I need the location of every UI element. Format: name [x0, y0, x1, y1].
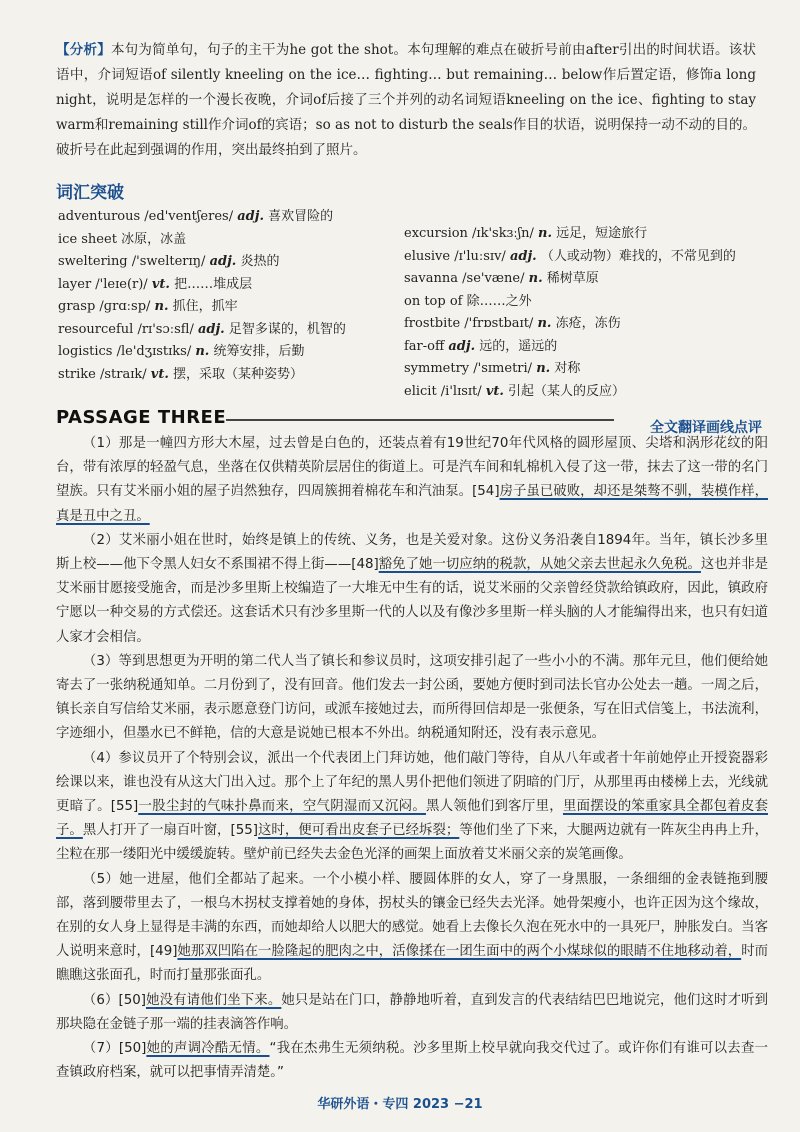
vocab-pos: adj.: [448, 338, 476, 354]
vocab-pos: n.: [536, 361, 551, 376]
vocab-word: far-off: [404, 338, 445, 354]
vocab-item: [404, 223, 764, 246]
vocab-word: elusive /ɪ'luːsɪv/: [404, 248, 506, 264]
passage-paragraph: [56, 529, 768, 650]
vocab-word: strike /straɪk/: [58, 366, 147, 382]
passage-paragraph: [56, 747, 768, 868]
passage-right-label: 全文翻译画线点评: [650, 420, 762, 436]
vocab-meaning: 稀树草原: [546, 271, 599, 286]
passage-paragraph: [56, 650, 768, 747]
paragraph-text: 时而瞧瞧这张面孔，时而打量那张面孔。: [56, 944, 769, 984]
vocab-meaning: 足智多谋的，机智的: [228, 321, 346, 337]
vocab-meaning: 冻疮，冻伤: [555, 316, 621, 331]
passage-divider: [226, 419, 614, 421]
paragraph-text: 黑人打开了一扇百叶窗，[55]: [82, 823, 258, 839]
page-footer: 华研外语・专四 2023 −21: [317, 1097, 483, 1112]
vocab-word: excursion /ɪk'skɜːʃn/: [404, 226, 534, 241]
vocab-item: [404, 246, 764, 269]
paragraph-text: 她只是站在门口，静静地听着，直到发言的代表结结巴巴地说完，他们这时才听到那块隐在金链子那一端的挂表滴答作响。: [56, 992, 769, 1032]
vocab-word: ice sheet: [58, 231, 117, 247]
passage-body: [56, 432, 768, 1085]
vocab-item: [404, 358, 764, 381]
vocab-pos: adj.: [197, 321, 225, 337]
vocab-pos: adj.: [237, 209, 264, 224]
vocab-pos: vt.: [151, 276, 170, 292]
analysis-tag: 【分析】: [56, 42, 111, 58]
vocab-word: on top of: [404, 293, 463, 309]
vocab-item: [404, 313, 764, 336]
vocab-word: symmetry /'sɪmetri/: [404, 361, 533, 376]
paragraph-text: 等他们坐了下来，大腿两边就有一阵灰尘冉冉上升，尘粒在那一缕阳光中缓缓旋转。壁炉前已经失去金色光泽的画架上面放着艾米丽父亲的炭笔画像。: [56, 823, 768, 863]
vocab-item: [404, 268, 764, 291]
passage-paragraph: [56, 989, 768, 1037]
underlined-sentence: 她那双凹陷在一脸隆起的肥肉之中，活像揉在一团生面中的两个小煤球似的眼睛不住地移动着，: [177, 944, 742, 960]
vocab-meaning: 远的，遥远的: [479, 338, 558, 354]
vocab-pos: n.: [195, 344, 210, 359]
vocab-item: [404, 381, 764, 404]
vocab-word: layer /'leɪe(r)/: [58, 276, 148, 292]
vocab-list-left: [58, 206, 398, 386]
paragraph-text: （1）那是一幢四方形大木屋，过去曾是白色的，还装点着有19世纪70年代风格的圆形屋顶、尖塔和涡形花纹的阳台，带有浓厚的轻盈气息，坐落在仅供精英阶层居住的街道上。可是汽车间和轧棉机入侵了这一带，抹去了这一带的名门望族。只有艾米丽小姐的屋子岿然独存，四周簇拥着棉花车和汽油泵。[54]: [56, 436, 768, 500]
passage-paragraph: [56, 1037, 768, 1085]
vocab-meaning: 把……堆成层: [174, 276, 253, 292]
paragraph-text: （3）等到思想更为开明的第二代人当了镇长和参议员时，这项安排引起了一些小小的不满。那年元旦，他们便给她寄去了一张纳税通知单。二月份到了，没有回音。他们发去一封公函，要她方便时到司法长官办公处去一趟。一周之后，镇长亲自写信给艾米丽，表示愿意登门访问，或派车接她过去，而所得回信却是一张便条，写在旧式信笺上，书法流利，字迹细小，但墨水已不鲜艳，信的大意是说她已根本不外出。纳税通知附还，没有表示意见。: [56, 653, 768, 742]
underlined-sentence: 她的声调冷酷无情。: [146, 1041, 270, 1057]
vocab-meaning: 引起（某人的反应）: [508, 383, 626, 399]
paragraph-text: 黑人领他们到客厅里，: [426, 799, 563, 815]
vocab-word: elicit /i'lɪsɪt/: [404, 383, 482, 399]
vocab-pos: adj.: [209, 254, 237, 269]
passage-title: PASSAGE THREE: [56, 407, 227, 428]
paragraph-text: （2）艾米丽小姐在世时，始终是镇上的传统、义务，也是关爱对象。这份义务沿袭自1894年。当年，镇长沙多里斯上校——他下令黑人妇女不系围裙不得上街——[48]: [56, 532, 768, 573]
underlined-sentence: 豁免了她一切应纳的税款，从她父亲去世起永久免税。: [378, 557, 701, 573]
vocab-pos: n.: [538, 226, 552, 241]
paragraph-text: （5）她一进屋，他们全都站了起来。一个小模小样、腰圆体胖的女人，穿了一身黑服，一条细细的金表链拖到腰部，落到腰带里去了，一根乌木拐杖支撑着她的身体，拐杖头的镶金已经失去光泽。她骨架瘦小，也许正因为这个缘故，在别的女人身上显得是丰满的东西，而她却给人以肥大的感觉。她看上去像长久泡在死水中的一具死尸，肿胀发白。当客人说明来意时，[49]: [56, 871, 768, 960]
analysis-text: 本句为简单句，句子的主干为he got the shot。本句理解的难点在破折号前由after引出的时间状语。该状语中，介词短语of silently kneeling on the ice… fighting… but remaining… below作后置定语，修饰a long night，说明是怎样的一个漫长夜晚，介词of后接了三个并列的动名词短语kneeling on the ice、fighting to stay warm和remaining still作介词of的宾语；so as not to disturb the seals作目的状语，说明保持一动不动的目的。破折号在此起到强调的作用，突出最终拍到了照片。: [56, 42, 756, 158]
vocab-item: [404, 336, 764, 359]
vocab-meaning: 远足，短途旅行: [556, 226, 648, 241]
paragraph-text: “我在杰弗生无须纳税。沙多里斯上校早就向我交代过了。或许你们有谁可以去查一查镇政府档案，就可以把事情弄清楚。”: [56, 1041, 768, 1081]
vocab-meaning: 喜欢冒险的: [268, 209, 334, 224]
vocab-meaning: 除……之外: [466, 293, 532, 309]
underlined-sentence: 这时，便可看出皮套子已经坼裂；: [257, 823, 460, 839]
vocab-item: [404, 291, 764, 314]
vocab-meaning: 统筹安排，后勤: [213, 344, 305, 359]
paragraph-text: （7）[50]: [82, 1041, 147, 1057]
vocab-title: 词汇突破: [56, 183, 124, 203]
underlined-sentence: 一股尘封的气味扑鼻而来，空气阴湿而又沉闷。: [138, 799, 427, 815]
underlined-sentence: 房子虽已破败，却还是桀骜不驯，装模作样，真是丑中之丑。: [56, 484, 768, 524]
vocab-word: resourceful /rɪ'sɔːsfl/: [58, 321, 194, 337]
underlined-sentence: 里面摆设的笨重家具全都包着皮套子。: [56, 799, 769, 839]
vocab-pos: vt.: [150, 366, 169, 382]
vocab-word: sweltering /'swelterɪŋ/: [58, 254, 206, 269]
vocab-word: frostbite /'frɒstbaɪt/: [404, 316, 534, 331]
vocab-meaning: 抓住，抓牢: [172, 299, 238, 314]
paragraph-text: 这也并非是艾米丽甘愿接受施舍，而是沙多里斯上校编造了一大堆无中生有的话，说艾米丽的父亲曾经贷款给镇政府，因此，镇政府宁愿以一种交易的方式偿还。这套话术只有沙多里斯一代的人以及有像沙多里斯一样头脑的人才能编得出来，也只有妇道人家才会相信。: [56, 557, 769, 645]
vocab-word: grasp /ɡrɑːsp/: [58, 299, 151, 314]
vocab-item: [58, 274, 398, 297]
passage-header: [56, 405, 762, 435]
underlined-sentence: 她没有请他们坐下来。: [145, 992, 282, 1008]
vocab-meaning: （人或动物）难找的，不常见到的: [540, 248, 736, 264]
vocab-word: adventurous /ed'ventʃeres/: [58, 209, 234, 224]
vocab-list-right: [404, 223, 764, 403]
vocab-meaning: 炎热的: [240, 254, 280, 269]
paragraph-text: （4）参议员开了个特别会议，派出一个代表团上门拜访她，他们敲门等待，自从八年或者十年前她停止开授瓷器彩绘课以来，谁也没有从这大门出入过。那个上了年纪的黑人男仆把他们领进了阴暗的门厅，从那里再由楼梯上去，光线就更暗了。[55]: [56, 750, 768, 815]
vocab-pos: n.: [528, 271, 543, 286]
vocab-item: [58, 296, 398, 319]
vocab-meaning: 摆，采取（某种姿势）: [173, 366, 304, 382]
vocab-item: [58, 319, 398, 342]
vocab-pos: n.: [154, 299, 169, 314]
vocab-word: savanna /se'væne/: [404, 271, 525, 286]
passage-paragraph: [56, 432, 768, 529]
vocab-meaning: 冰原，冰盖: [121, 231, 187, 247]
vocab-word: logistics /le'dʒɪstɪks/: [58, 344, 192, 359]
passage-paragraph: [56, 868, 768, 989]
analysis-block: [56, 38, 756, 163]
vocab-meaning: 对称: [554, 361, 581, 376]
vocab-pos: n.: [537, 316, 552, 331]
vocab-pos: vt.: [485, 383, 504, 399]
paragraph-text: （6）[50]: [82, 992, 146, 1008]
vocab-item: [58, 251, 398, 274]
vocab-item: [58, 206, 398, 229]
vocab-pos: adj.: [509, 248, 537, 264]
vocab-item: [58, 229, 398, 252]
vocab-item: [58, 364, 398, 387]
vocab-item: [58, 341, 398, 364]
